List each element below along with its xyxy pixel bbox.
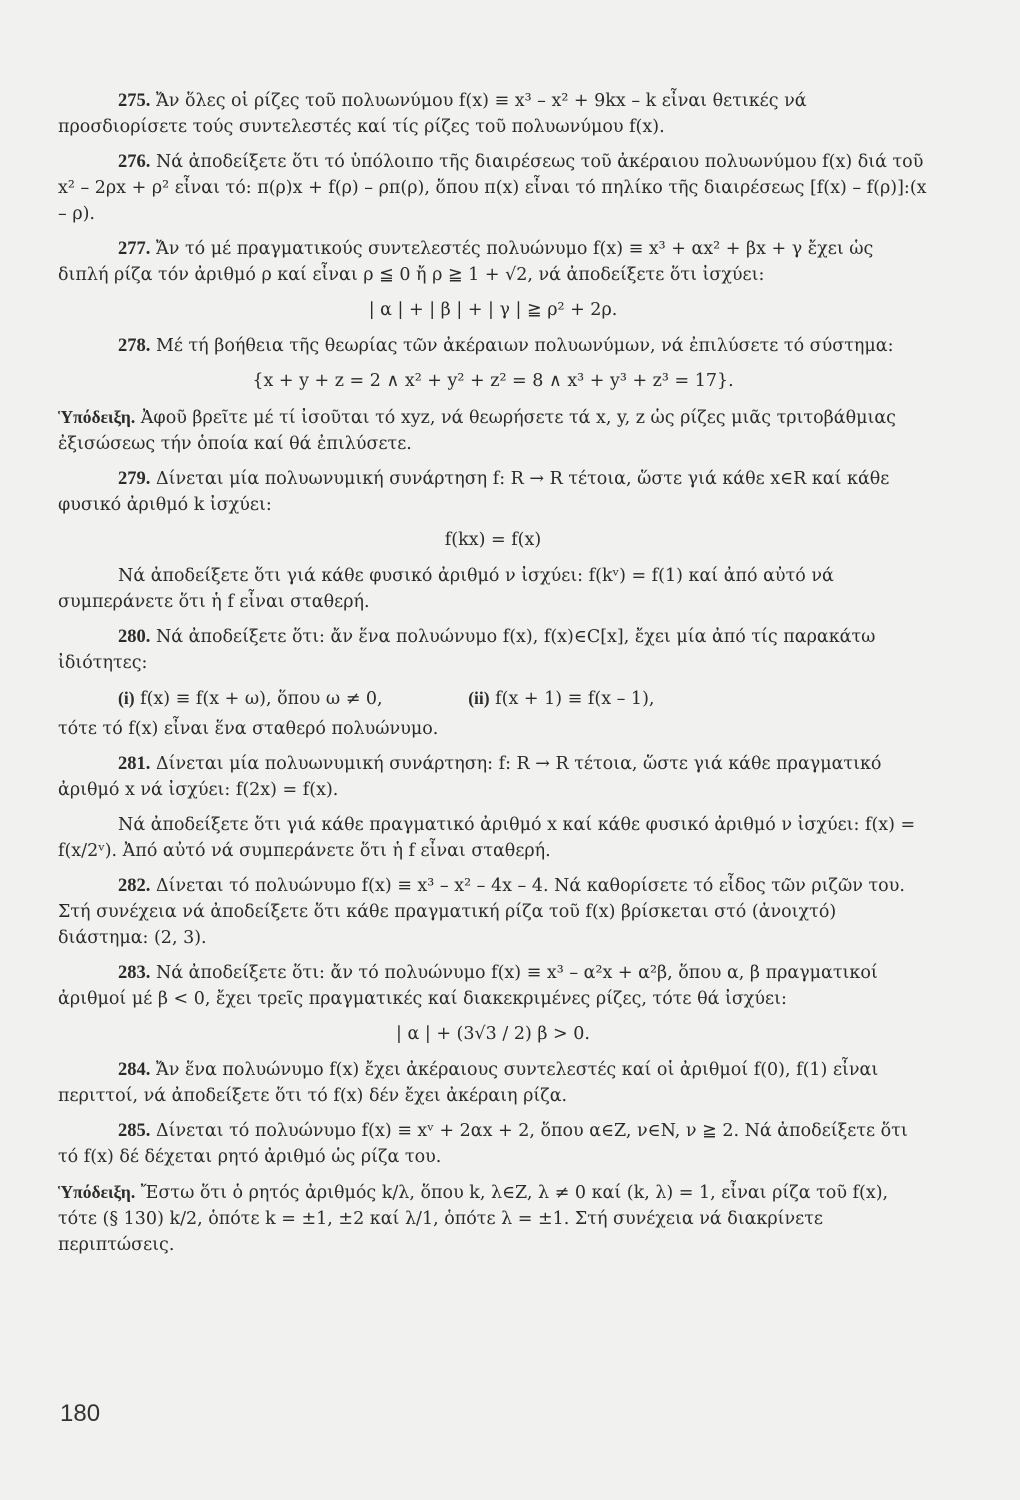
property-label: (ii)	[468, 688, 490, 708]
problem-number: 282.	[118, 876, 151, 896]
property-label: (i)	[118, 688, 135, 708]
hint-label: Ὑπόδειξη.	[58, 407, 136, 427]
problem-280	[58, 624, 928, 676]
problem-number: 283.	[118, 963, 151, 983]
problem-number: 280.	[118, 627, 151, 647]
problem-number: 275.	[118, 91, 151, 111]
problem-283	[58, 960, 928, 1012]
hint-label: Ὑπόδειξη.	[58, 1182, 136, 1202]
equation: {x + y + z = 2 ∧ x² + y² + z² = 8 ∧ x³ + y³ + z³ = 17}.	[252, 371, 734, 391]
problems-list	[58, 88, 928, 1267]
equation: | α | + (3√3 / 2) β > 0.	[396, 1024, 590, 1044]
problem-conclusion: τότε τό f(x) εἶναι ἕνα σταθερό πολυώνυμο.	[58, 719, 439, 739]
problem-text: Ἄν ὅλες οἱ ρίζες τοῦ πολυωνύμου f(x) ≡ x³ – x² + 9kx – k εἶναι θετικές νά προσδιορίσετε τούς συντελεστές καί τίς ρίζες τοῦ πολυωνύμου f(x).	[58, 91, 807, 137]
problem-text: Δίνεται τό πολυώνυμο f(x) ≡ x³ – x² – 4x – 4. Νά καθορίσετε τό εἶδος τῶν ριζῶν του. Στή συνέχεια νά ἀποδείξετε ὅτι κάθε πραγματική ρίζα τοῦ f(x) βρίσκεται στό (ἀνοιχτό) διάστημα: (2, 3).	[58, 876, 905, 948]
problem-number: 285.	[118, 1121, 151, 1141]
problem-text: Ἄν τό μέ πραγματικούς συντελεστές πολυώνυμο f(x) ≡ x³ + αx² + βx + γ ἔχει ὡς διπλή ρίζα τόν ἀριθμό ρ καί εἶναι ρ ≦ 0 ἤ ρ ≧ 1 + √2, νά ἀποδείξετε ὅτι ἰσχύει:	[58, 239, 874, 285]
hint-text: Ἔστω ὅτι ὁ ρητός ἀριθμός k/λ, ὅπου k, λ∈Z, λ ≠ 0 καί (k, λ) = 1, εἶναι ρίζα τοῦ f(x), τότε (§ 130) k/2, ὁπότε k = ±1, ±2 καί λ/1, ὁπότε λ = ±1. Στή συνέχεια νά διακρίνετε περιπτώσεις.	[58, 1183, 889, 1255]
problem-279	[58, 466, 928, 518]
problem-continuation: Νά ἀποδείξετε ὅτι γιά κάθε φυσικό ἀριθμό ν ἰσχύει: f(kᵛ) = f(1) καί ἀπό αὐτό νά συμπεράνετε ὅτι ἡ f εἶναι σταθερή.	[58, 566, 834, 612]
problem-277	[58, 236, 928, 288]
problem-number: 279.	[118, 469, 151, 489]
problem-285	[58, 1118, 928, 1170]
problem-number: 281.	[118, 754, 151, 774]
problem-276	[58, 149, 928, 227]
problem-number: 278.	[118, 336, 151, 356]
page-number: 180	[60, 1400, 101, 1427]
problem-284	[58, 1057, 928, 1109]
hint	[58, 404, 928, 457]
problem-text: Δίνεται μία πολυωνυμική συνάρτηση: f: R → R τέτοια, ὥστε γιά κάθε πραγματικό ἀριθμό x νά ἰσχύει: f(2x) = f(x).	[58, 754, 882, 800]
problem-281	[58, 751, 928, 803]
property-text: f(x + 1) ≡ f(x – 1),	[495, 689, 655, 709]
problem-278	[58, 333, 928, 359]
problem-text: Ἄν ἕνα πολυώνυμο f(x) ἔχει ἀκέραιους συντελεστές καί οἱ ἀριθμοί f(0), f(1) εἶναι περιττοί, νά ἀποδείξετε ὅτι τό f(x) δέν ἔχει ἀκέραιη ρίζα.	[58, 1060, 879, 1106]
property-ii	[468, 689, 694, 709]
problem-text: Δίνεται τό πολυώνυμο f(x) ≡ xᵛ + 2αx + 2, ὅπου α∈Z, ν∈N, ν ≧ 2. Νά ἀποδείξετε ὅτι τό f(x) δέ δέχεται ρητό ἀριθμό ὡς ρίζα του.	[58, 1121, 908, 1167]
problem-275	[58, 88, 928, 140]
problem-number: 276.	[118, 152, 151, 172]
property-list	[118, 685, 928, 712]
problem-continuation: Νά ἀποδείξετε ὅτι γιά κάθε πραγματικό ἀριθμό x καί κάθε φυσικό ἀριθμό ν ἰσχύει: f(x) = f(x/2ᵛ). Ἀπό αὐτό νά συμπεράνετε ὅτι ἡ f εἶναι σταθερή.	[58, 815, 916, 861]
hint	[58, 1179, 928, 1258]
problem-number: 284.	[118, 1060, 151, 1080]
property-text: f(x) ≡ f(x + ω), ὅπου ω ≠ 0,	[140, 689, 383, 709]
problem-number: 277.	[118, 239, 151, 259]
problem-text: Νά ἀποδείξετε ὅτι τό ὑπόλοιπο τῆς διαιρέσεως τοῦ ἀκέραιου πολυωνύμου f(x) διά τοῦ x² – 2ρx + ρ² εἶναι τό: π(ρ)x + f(ρ) – ρπ(ρ), ὅπου π(x) εἶναι τό πηλίκο τῆς διαιρέσεως [f(x) – f(ρ)]:(x – ρ).	[58, 152, 927, 224]
problem-282	[58, 873, 928, 951]
problem-text: Νά ἀποδείξετε ὅτι: ἄν τό πολυώνυμο f(x) ≡ x³ – α²x + α²β, ὅπου α, β πραγματικοί ἀριθμοί μέ β < 0, ἔχει τρεῖς πραγματικές καί διακεκριμένες ρίζες, τότε θά ἰσχύει:	[58, 963, 878, 1009]
equation: f(kx) = f(x)	[444, 530, 542, 550]
problem-text: Νά ἀποδείξετε ὅτι: ἄν ἕνα πολυώνυμο f(x), f(x)∈C[x], ἔχει μία ἀπό τίς παρακάτω ἰδιότητες:	[58, 627, 876, 673]
property-i	[118, 689, 423, 709]
equation: | α | + | β | + | γ | ≧ ρ² + 2ρ.	[368, 300, 618, 320]
problem-text: Μέ τή βοήθεια τῆς θεωρίας τῶν ἀκέραιων πολυωνύμων, νά ἐπιλύσετε τό σύστημα:	[155, 336, 894, 356]
hint-text: Ἀφοῦ βρεῖτε μέ τί ἰσοῦται τό xyz, νά θεωρήσετε τά x, y, z ὡς ρίζες μιᾶς τριτοβάθμιας ἐξισώσεως τήν ὁποία καί θά ἐπιλύσετε.	[58, 408, 896, 454]
problem-text: Δίνεται μία πολυωνυμική συνάρτηση f: R → R τέτοια, ὥστε γιά κάθε x∈R καί κάθε φυσικό ἀριθμό k ἰσχύει:	[58, 469, 890, 515]
